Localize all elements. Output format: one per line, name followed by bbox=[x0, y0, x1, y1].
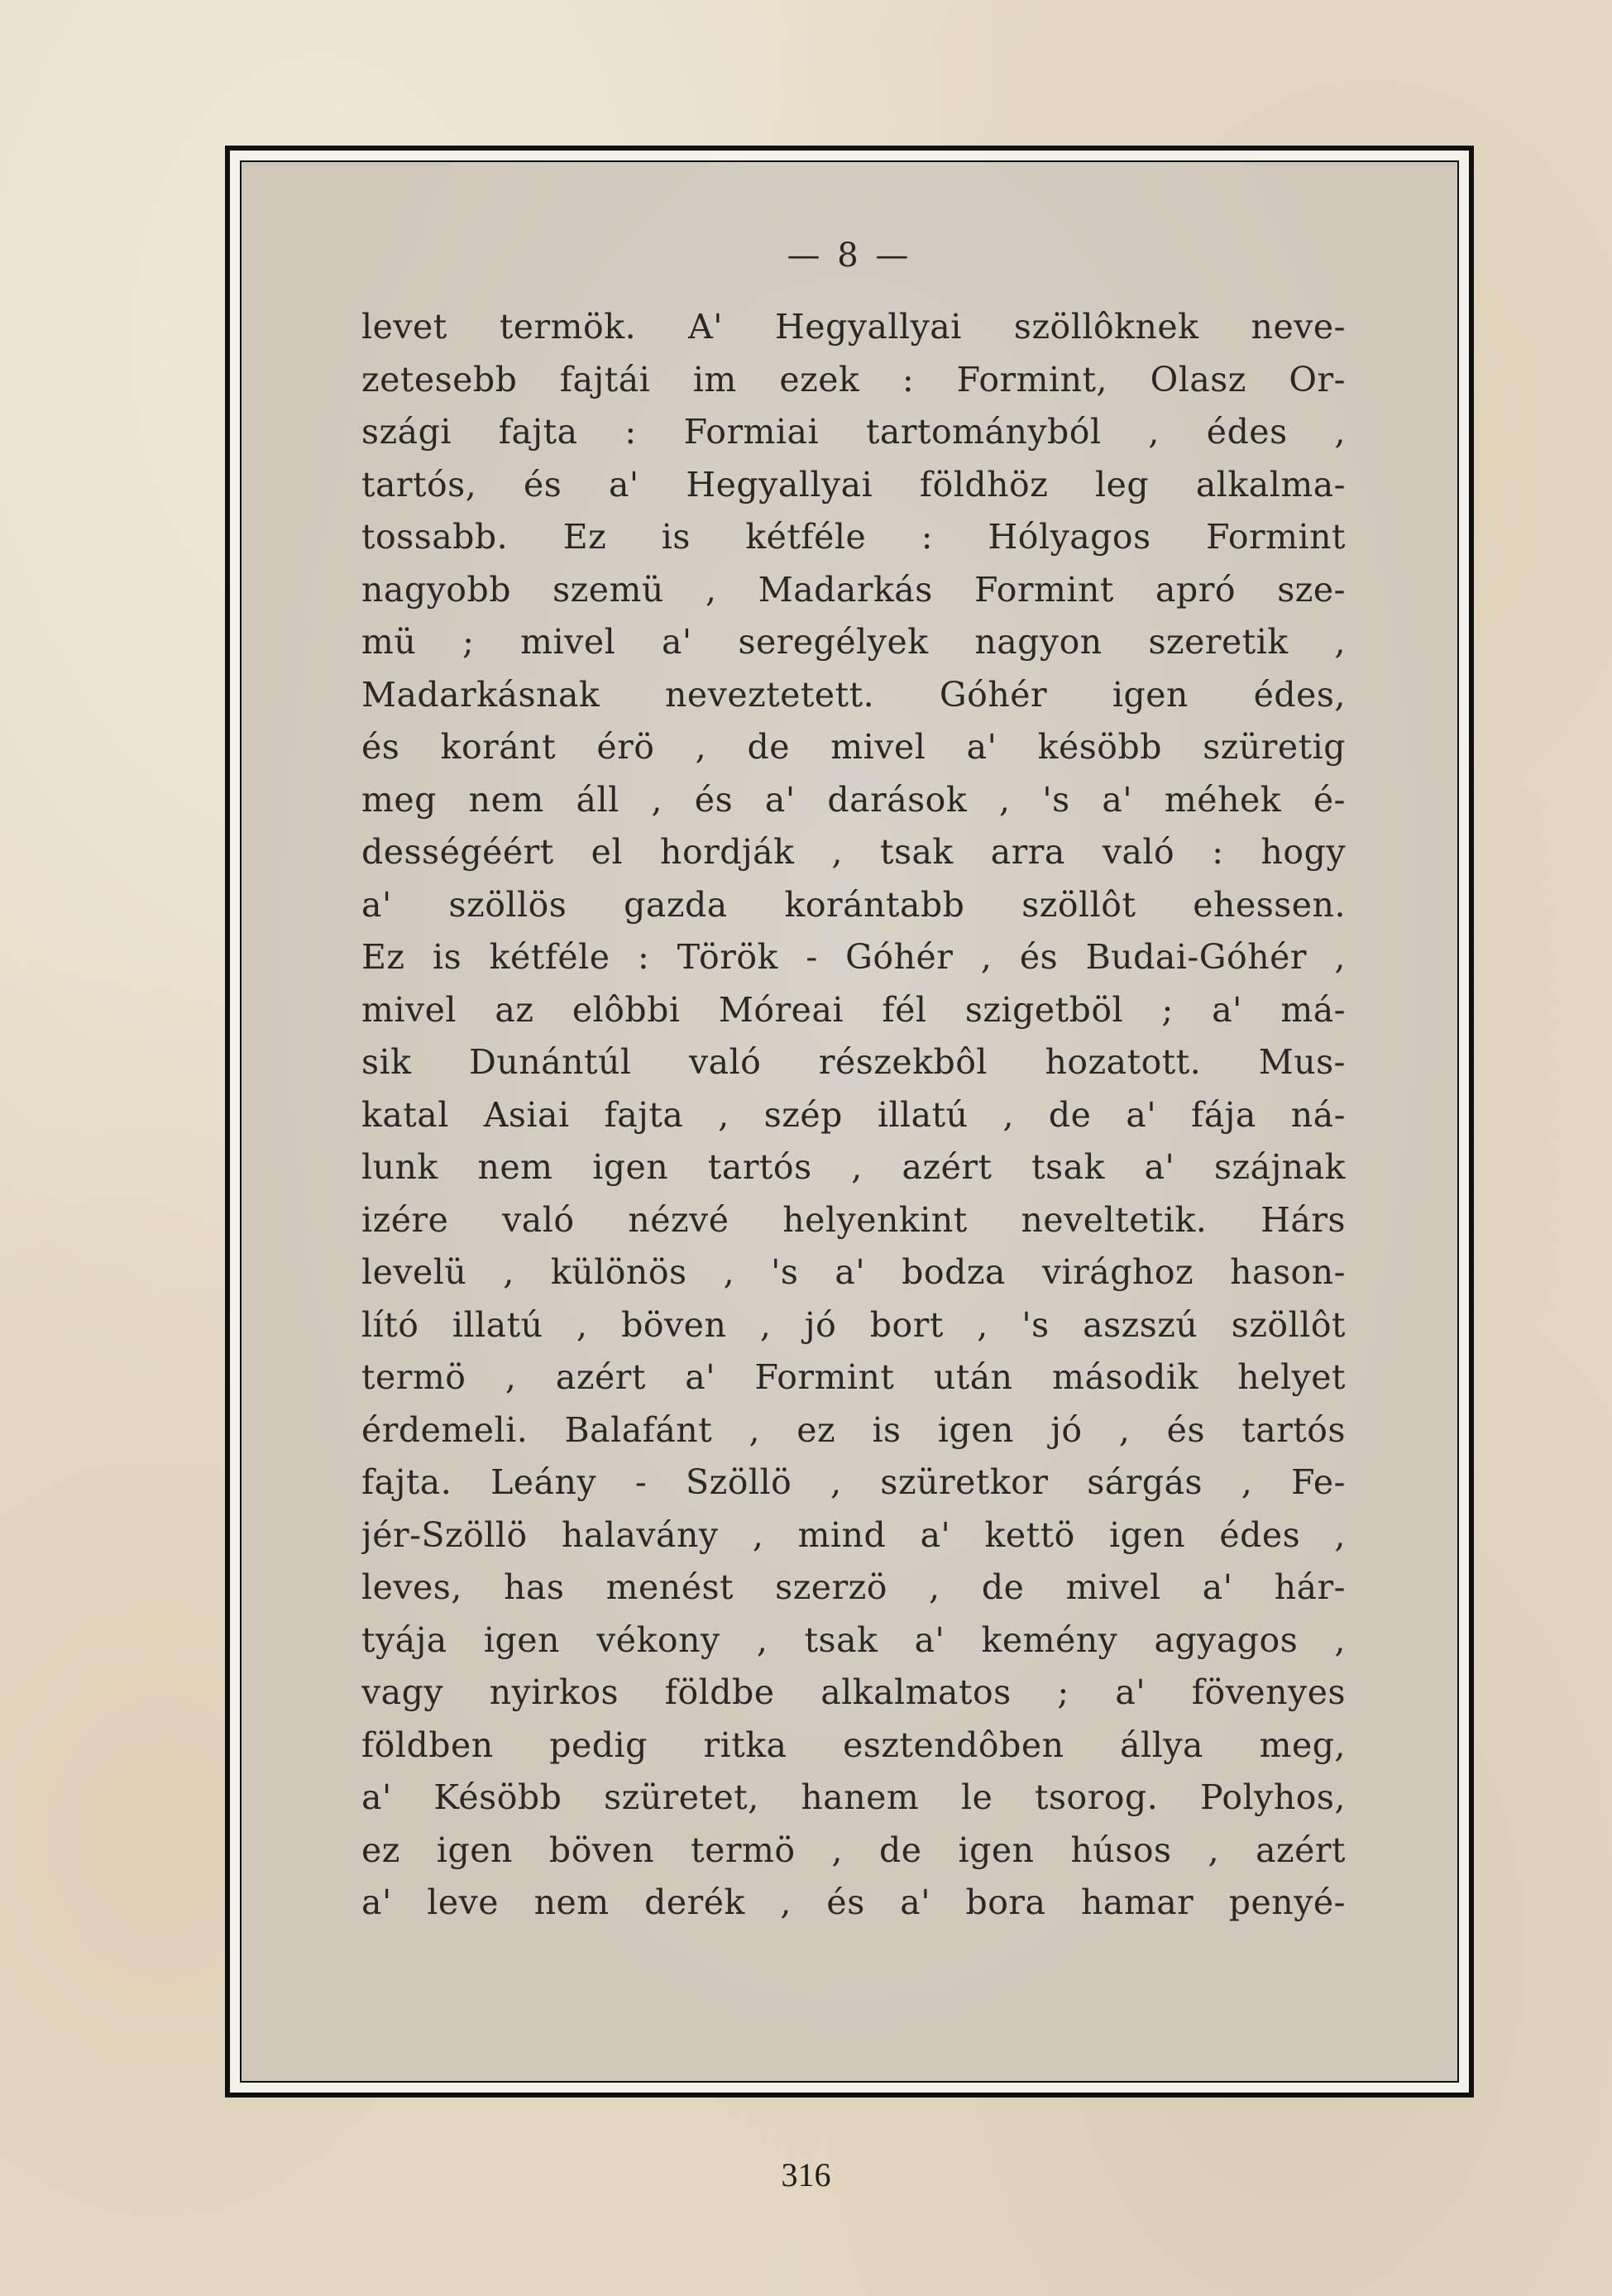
text-line: földben pedig ritka esztendôben állya meg, bbox=[361, 1724, 1346, 1765]
text-line: levelü , különös , 's a' bodza virághoz hason- bbox=[361, 1252, 1346, 1292]
text-line: fajta. Leány - Szöllö , szüretkor sárgás , Fe- bbox=[361, 1462, 1346, 1502]
text-line: mü ; mivel a' seregélyek nagyon szeretik , bbox=[361, 622, 1346, 662]
text-line: zetesebb fajtái im ezek : Formint, Olasz Or- bbox=[361, 359, 1346, 399]
text-line: a' leve nem derék , és a' bora hamar penyé- bbox=[361, 1882, 1346, 1922]
text-line: és koránt érö , de mivel a' késöbb szüretig bbox=[361, 727, 1346, 767]
text-line: tyája igen vékony , tsak a' kemény agyagos , bbox=[361, 1619, 1346, 1660]
text-line: sik Dunántúl való részekbôl hozatott. Mus- bbox=[361, 1042, 1346, 1082]
text-line: meg nem áll , és a' darások , 's a' méhek é- bbox=[361, 779, 1346, 820]
running-head: — 8 — bbox=[787, 237, 912, 275]
text-line: vagy nyirkos földbe alkalmatos ; a' fövenyes bbox=[361, 1672, 1346, 1712]
text-line: izére való nézvé helyenkint neveltetik. Hárs bbox=[361, 1199, 1346, 1240]
text-line: lunk nem igen tartós , azért tsak a' szájnak bbox=[361, 1147, 1346, 1187]
text-line: érdemeli. Balafánt , ez is igen jó , és tartós bbox=[361, 1409, 1346, 1450]
text-line: tartós, és a' Hegyallyai földhöz leg alkalma- bbox=[361, 464, 1346, 505]
text-line: a' szöllös gazda korántabb szöllôt ehessen. bbox=[361, 884, 1346, 925]
page-number: 316 bbox=[781, 2156, 831, 2193]
text-line: Ez is kétféle : Török - Góhér , és Budai-Góhér , bbox=[361, 937, 1346, 977]
text-line: Madarkásnak neveztetett. Góhér igen édes, bbox=[361, 674, 1346, 715]
text-line: leves, has menést szerzö , de mivel a' hár- bbox=[361, 1567, 1346, 1607]
document-frame bbox=[225, 146, 1474, 2097]
text-line: lító illatú , böven , jó bort , 's aszszú szöllôt bbox=[361, 1304, 1346, 1345]
text-line: a' Késöbb szüretet, hanem le tsorog. Polyhos, bbox=[361, 1777, 1346, 1817]
text-line: nagyobb szemü , Madarkás Formint apró sze- bbox=[361, 569, 1346, 610]
text-line: szági fajta : Formiai tartományból , édes , bbox=[361, 412, 1346, 452]
text-line: jér-Szöllö halavány , mind a' kettö igen édes , bbox=[361, 1514, 1346, 1555]
scanned-page bbox=[240, 160, 1459, 2083]
text-line: mivel az elôbbi Móreai fél szigetböl ; a' má- bbox=[361, 989, 1346, 1030]
text-line: dességéért el hordják , tsak arra való : hogy bbox=[361, 832, 1346, 872]
text-line: levet termök. A' Hegyallyai szöllôknek neve- bbox=[361, 307, 1346, 347]
text-line: ez igen böven termö , de igen húsos , azért bbox=[361, 1830, 1346, 1870]
body-text bbox=[361, 301, 1346, 1930]
text-line: tossabb. Ez is kétféle : Hólyagos Formint bbox=[361, 517, 1346, 557]
text-line: termö , azért a' Formint után második helyet bbox=[361, 1357, 1346, 1397]
text-line: katal Asiai fajta , szép illatú , de a' fája ná- bbox=[361, 1094, 1346, 1135]
